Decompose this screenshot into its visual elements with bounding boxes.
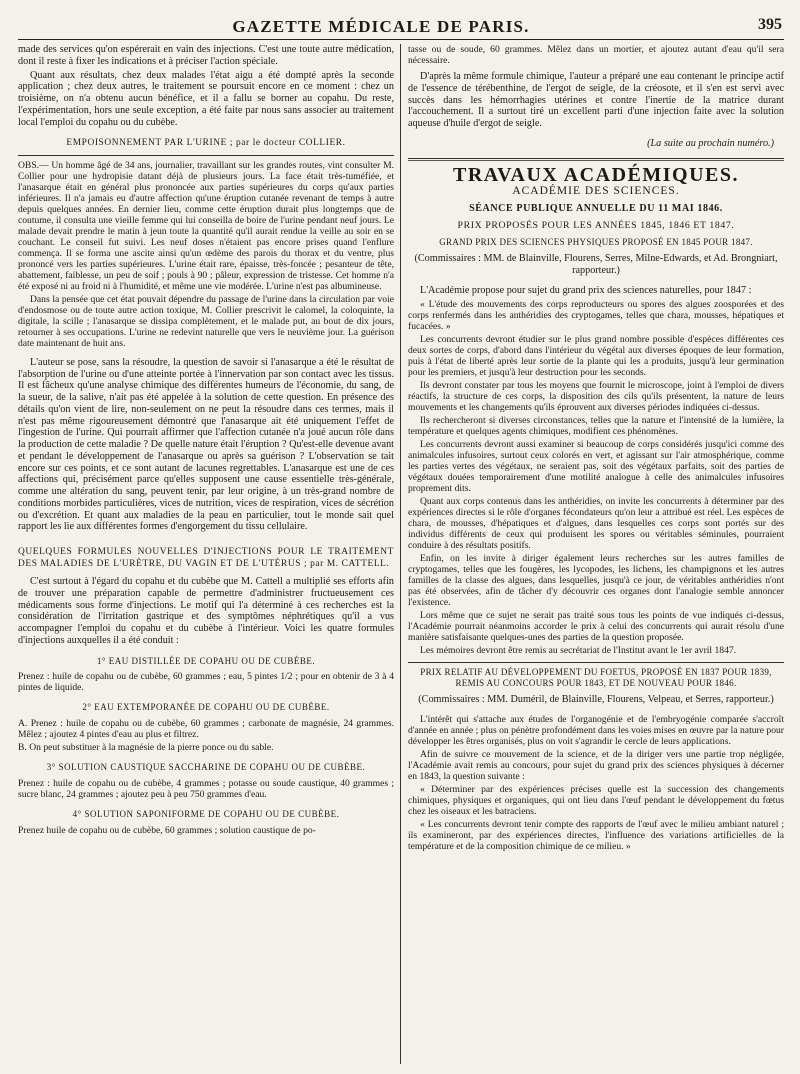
paragraph: Enfin, on les invite à diriger également leurs recherches sur les autres familles de cryptogames, telles que les fougères, les lycopodes, les lichens, les champignons et les autres familles de la classe des algues, dans lesquelles, jusqu'à ce jour, de véritables anthéridies n'ont pas été observées, afin de tâcher d'y découvrir ces organes dont l'analogie semble annoncer l'existence. xyxy=(408,552,784,608)
to-be-continued: (La suite au prochain numéro.) xyxy=(647,137,774,149)
formula-text-1: Prenez : huile de copahu ou de cubèbe, 60 grammes ; eau, 5 pintes 1/2 ; pour en obtenir de 3 à 4 pintes de liquide. xyxy=(18,671,394,694)
journal-title: GAZETTE MÉDICALE DE PARIS. xyxy=(232,17,530,36)
session-title: SÉANCE PUBLIQUE ANNUELLE DU 11 MAI 1846. xyxy=(469,203,723,214)
formula-text-2b: B. On peut substituer à la magnésie de la pierre ponce ou du sable. xyxy=(18,742,274,753)
paragraph: « Les concurrents devront tenir compte des rapports de l'œuf avec le milieu ambiant naturel ; ils examineront, par des expériences directes, l'influence des variations artificielles de la température et de la composition chimique de ce milieu. » xyxy=(408,818,784,852)
formula-text-3: Prenez : huile de copahu ou de cubèbe, 4 grammes ; potasse ou soude caustique, 40 grammes ; sucre blanc, 24 grammes ; ajoutez peu à peu 750 grammes d'eau. xyxy=(18,777,394,800)
divider xyxy=(408,662,784,663)
paragraph: « L'étude des mouvements des corps reproducteurs ou spores des algues zoosporées et des corps renfermés dans les anthéridies des cryptogames, telles que chara, mousses, hépatiques et fucacées. » xyxy=(408,298,784,332)
paragraph: L'auteur se pose, sans la résoudre, la question de savoir si l'anasarque a été le résultat de l'absorption de l'urine ou d'une atteinte portée à l'innervation par son contact avec les tissus. Il est fâcheux qu'une analyse chimique des différentes humeurs de l'économie, du sang, de la sueur, de la salive, n'ait pas été appelée à la solution de cette question. En présence des détails qu'on vient de lire, non-seulement on ne peut la résoudre dans ces termes, mais il n'est pas même rigoureusement démontré que l'anasarque ait été uniquement l'effet de l'ingestion de l'urine. Qui pourrait affirmer que l'affection cutanée n'a joué aucun rôle dans la production de cette maladie ? De quelle nature était l'éruption ? Qu'est-elle devenue avant et pendant le développement de l'anasarque ou après sa guérison ? L'observation se tait encore sur ces points, et ce sont autant de lacunes regrettables. L'anasarque est une de ces affections qui, précisément parce qu'elles supposent une cause essentielle très-générale, comme une altération du sang, peuvent tenir, par leur origine, à un très-grand nombre de conditions morbides particulières, vices de nutrition, vices de respiration, vices de sécrétion ou d'excrétion. Et quant aux maladies de la peau en particulier, tout le monde sait quel rapport les lie aux différentes formes d'engorgement du tissu cellulaire. xyxy=(18,356,394,533)
paragraph: L'intérêt qui s'attache aux études de l'organogénie et de l'embryogénie comparée s'accroît d'année en année ; plus on pénètre profondément dans les voies mises en œuvre par la nature pour développer les êtres organisés, plus on voit s'agrandir le cercle de leurs applications. xyxy=(408,713,784,747)
paragraph: Quant aux corps contenus dans les anthéridies, on invite les concurrents à déterminer par des expériences directes si le rôle d'organes fécondateurs qu'on leur a attribué est réel. Les espèces de chara, de mousses, d'hépatiques et d'algues, dans lesquelles ces corps sont portés sur des individus différents de ceux qui produisent les spores ou véritables séminules, pourraient conduire à des résultats positifs. xyxy=(408,495,784,551)
divider xyxy=(18,155,394,156)
section-title-travaux: TRAVAUX ACADÉMIQUES. xyxy=(453,163,739,186)
commissioners-1: (Commissaires : MM. de Blainville, Flourens, Serres, Milne-Edwards, et Ad. Brongniart, rapporteur.) xyxy=(414,253,778,276)
paragraph: Les concurrents devront étudier sur le plus grand nombre possible d'espèces différentes ces deux sortes de corps, d'abord dans l'intérieur du végétal aux diverses époques de leur formation, puis à l'état de liberté après leur sortie de la plante qui les a produits, jusqu'à leur germination pour les premiers, et jusqu'à leur destruction pour les seconds. xyxy=(408,333,784,378)
commissioners-2: (Commissaires : MM. Duméril, de Blainville, Flourens, Velpeau, et Serres, rapporteur.) xyxy=(418,694,774,705)
observation-paragraph: OBS.— Un homme âgé de 34 ans, journalier, travaillant sur les grandes routes, vint consulter M. Collier pour une hydropisie datant déjà de plusieurs jours. La face était très-tuméfiée, et l'anasarque était en général plus prononcée aux parties supérieures du corps qu'aux parties inférieures. Il n'a jamais eu d'autre affection qu'une éruption cutanée revenant de temps à autre depuis quelques années. En dernier lieu, comme cette éruption durait plus longtemps que de coutume, il consulta une vieille femme qui lui conseilla de boire de l'urine pendant neuf jours. Le malade devait prendre le matin à jeun toute la quantité qu'il aurait rendue la veille au soir en se couchant. Le conseil fut suivi. Les neuf doses n'étaient pas encore prises quand l'enflure commença. Il se forma une ascite ainsi qu'un œdème des parois du thorax et du ventre, plus prononcé vers les parties supérieures. L'urine était rare, épaisse, très-foncée ; pesanteur de tête, abattement, faiblesse, un peu de soif ; pouls à 90 ; pâleur, expression de tristesse. Cet homme n'a été exposé ni au froid ni à l'humidité, et même une vie modérée. L'urine n'est pas albumineuse. xyxy=(18,159,394,292)
column-divider xyxy=(400,44,401,1064)
paragraph: Dans la pensée que cet état pouvait dépendre du passage de l'urine dans la circulation par voie d'endosmose ou de toute autre action toxique, M. Collier prescrivit le calomel, la coloquinte, la digitale, la scille ; l'anasarque se dissipa complètement, et le malade put, au bout de dix jours, retourner à ses occupations. L'urine ne redevint naturelle que vers le neuvième jour. La guérison date maintenant de huit ans. xyxy=(18,293,394,349)
columns xyxy=(18,44,784,1064)
paragraph: L'Académie propose pour sujet du grand prix des sciences naturelles, pour 1847 : xyxy=(420,284,752,296)
foetus-prize-title: PRIX RELATIF AU DÉVELOPPEMENT DU FOETUS, PROPOSÉ EN 1837 POUR 1839, REMIS AU CONCOURS POUR 1843, ET DE NOUVEAU POUR 1846. xyxy=(420,666,772,689)
page-number: 395 xyxy=(758,16,782,33)
divider xyxy=(408,158,784,159)
prizes-title: PRIX PROPOSÉS POUR LES ANNÉES 1845, 1846 ET 1847. xyxy=(457,219,735,231)
paragraph: Ils rechercheront si diverses circonstances, telles que la nature et l'intensité de la lumière, la température et quelques agents chimiques, modifient ces phénomènes. xyxy=(408,414,784,437)
paragraph: Les concurrents devront aussi examiner si beaucoup de corps considérés jusqu'ici comme des animalcules infusoires, surtout ceux colorés en vert, et agissant sur l'air atmosphérique, comme les parties vertes des végétaux, ne seraient pas, soit des végétaux parfaits, soit des parties de végétaux douées temporairement d'une motilité analogue à celle des animalcules infusoires proprement dits. xyxy=(408,438,784,494)
formula-title-1: 1° EAU DISTILLÉE DE COPAHU OU DE CUBÈBE. xyxy=(96,655,316,666)
paragraph: Afin de suivre ce mouvement de la science, et de la diriger vers une partie trop négligée, l'Académie avait remis au concours, pour sujet du grand prix des sciences physiques à décerner en 1843, la question suivante : xyxy=(408,748,784,782)
paragraph: Les mémoires devront être remis au secrétariat de l'Institut avant le 1er avril 1847. xyxy=(420,644,737,656)
section-heading-formules: QUELQUES FORMULES NOUVELLES D'INJECTIONS POUR LE TRAITEMENT DES MALADIES DE L'URÈTRE, DU VAGIN ET DE L'UTÉRUS ; par M. CATTELL. xyxy=(18,547,394,569)
paragraph: Ils devront constater par tous les moyens que fournit le microscope, joint à l'emploi de divers réactifs, la structure de ces corps, la disposition des cils qu'ils présentent, la nature de leurs mouvements et les changements qu'ils éprouvent aux diverses périodes indiquées ci-dessus. xyxy=(408,379,784,413)
formula-title-4: 4° SOLUTION SAPONIFORME DE COPAHU OU DE CUBÈBE. xyxy=(72,808,340,819)
paragraph: made des services qu'on espérerait en vain des injections. C'est une toute autre médication, dont il reste à fixer les indications et à préciser l'action spéciale. xyxy=(18,44,394,67)
page-header xyxy=(18,14,784,40)
formula-title-3: 3° SOLUTION CAUSTIQUE SACCHARINE DE COPAHU OU DE CUBÈBE. xyxy=(46,762,366,772)
paragraph: « Déterminer par des expériences précises quelle est la succession des changements chimiques, physiques et organiques, qui ont lieu dans l'œuf pendant le développement du fœtus chez les oiseaux et les batraciens. xyxy=(408,783,784,817)
formula-text-2a: A. Prenez : huile de copahu ou de cubèbe, 60 grammes ; carbonate de magnésie, 24 grammes. Mêlez ; ajoutez 4 pintes d'eau au plus et filtrez. xyxy=(18,718,394,740)
formula-text-4: Prenez huile de copahu ou de cubèbe, 60 grammes ; solution caustique de po- xyxy=(18,824,316,836)
paragraph: Lors même que ce sujet ne serait pas traité sous tous les points de vue indiqués ci-dessus, l'Académie pourrait néanmoins accorder le prix à celui des concurrents qui aurait résolu d'une manière satisfaisante quelques-unes des parties de la question proposée. xyxy=(408,609,784,643)
formula-title-2: 2° EAU EXTEMPORANÉE DE COPAHU OU DE CUBÈBE. xyxy=(82,702,330,713)
divider xyxy=(408,160,784,161)
right-column xyxy=(408,44,784,1064)
newspaper-page xyxy=(18,14,784,1064)
academy-title: ACADÉMIE DES SCIENCES. xyxy=(512,185,680,198)
paragraph: tasse ou de soude, 60 grammes. Mêlez dans un mortier, et ajoutez autant d'eau qu'il sera nécessaire. xyxy=(408,44,784,66)
grand-prize-title: GRAND PRIX DES SCIENCES PHYSIQUES PROPOSÉ EN 1845 POUR 1847. xyxy=(439,236,753,247)
paragraph: D'après la même formule chimique, l'auteur a préparé une eau contenant le principe actif de l'essence de térébenthine, de l'ergot de seigle, de la créosote, et il s'en est servi avec succès dans les hémorrhagies utérines et contre l'inertie de la matrice durant l'accouchement. Il a surtout tiré un excellent parti d'une injection faite avec la solution aqueuse d'huile d'ergot de seigle. xyxy=(408,71,784,129)
left-column xyxy=(18,44,394,1064)
paragraph: C'est surtout à l'égard du copahu et du cubèbe que M. Cattell a multiplié ses efforts afin de trouver une préparation capable de permettre d'administrer fructueusement ces médicaments sous forme d'injections. Le motif qui l'a déterminé à ces recherches est la considération de l'irritation gastrique et des symptômes néphrétiques qu'il a vus accompagner l'emploi du copahu et du cubèbe à l'intérieur. Voici les quatre formules d'injections auxquelles il a été conduit : xyxy=(18,576,394,646)
section-heading-empoisonnement: EMPOISONNEMENT PAR L'URINE ; par le docteur COLLIER. xyxy=(66,138,346,149)
paragraph: Quant aux résultats, chez deux malades l'état aigu a été dompté après la seconde application ; chez deux autres, le traitement se poursuit encore en ce moment : chez un troisième, on n'a obtenu aucun bénéfice, et il a fallu se borner au copahu. Du reste, l'expérimentation, hors une seule exception, a été faite par nous sans associer au traitement local l'emploi du copahu ou du cubèbe. xyxy=(18,69,394,128)
